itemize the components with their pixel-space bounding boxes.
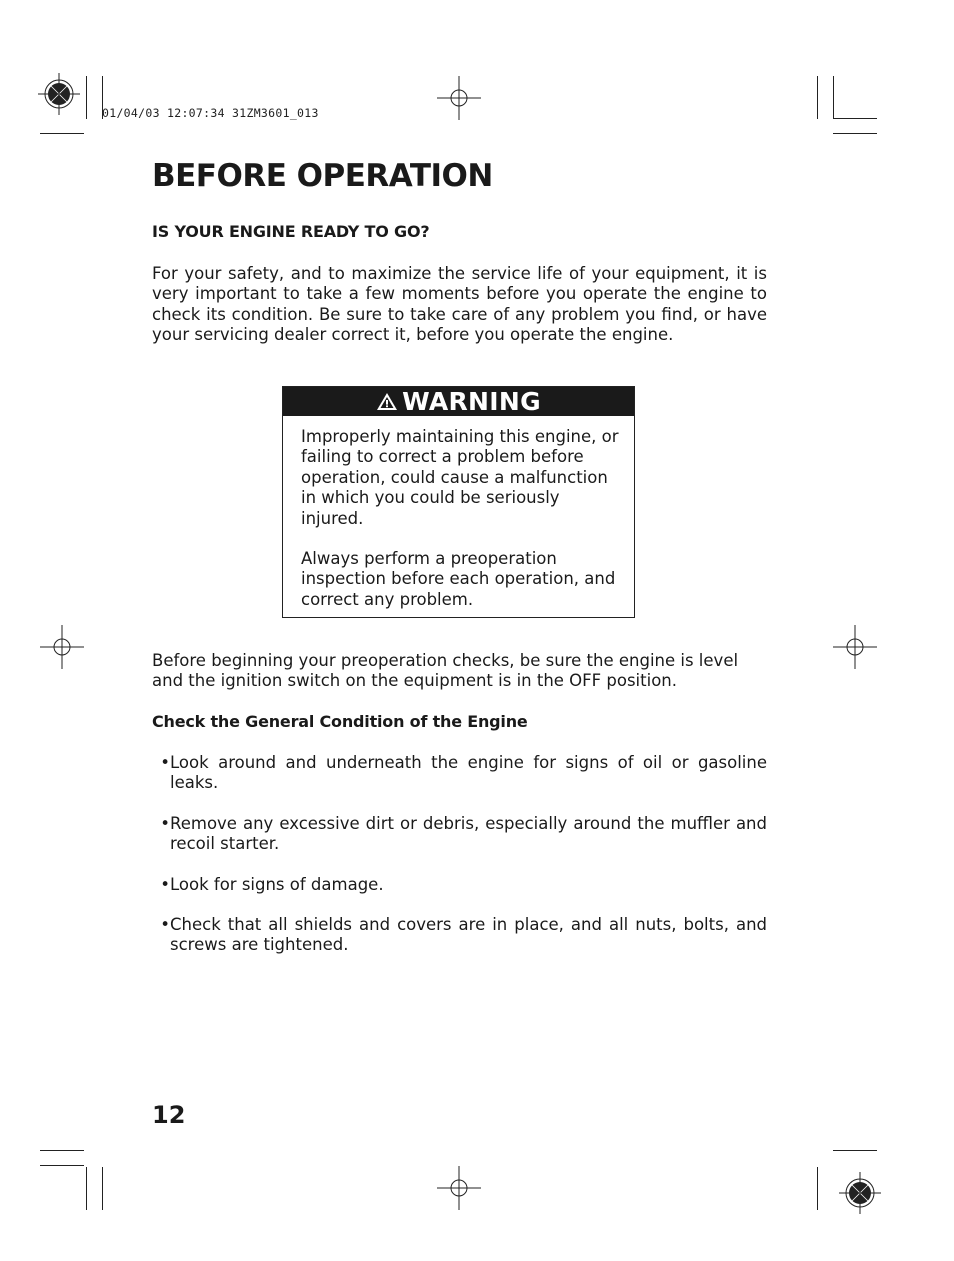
- page-title: BEFORE OPERATION: [152, 158, 493, 194]
- registration-target-icon: [837, 1170, 883, 1216]
- warning-triangle-icon: [376, 392, 398, 411]
- warning-box: [282, 386, 635, 618]
- bullet-icon: •: [160, 915, 170, 934]
- crosshair-icon: [833, 625, 877, 669]
- page-number: 12: [152, 1101, 186, 1129]
- check-heading: Check the General Condition of the Engine: [152, 712, 528, 731]
- intro-paragraph: For your safety, and to maximize the service life of your equipment, it is very important to take a few moments before you operate the engine to check its condition. Be sure to take care of any problem you find, or have your servicing dealer correct it, before you operate the engine.: [152, 264, 767, 345]
- crosshair-icon: [437, 76, 481, 120]
- registration-target-icon: [36, 71, 82, 117]
- list-item: [152, 753, 767, 794]
- level-paragraph: Before beginning your preoperation checks, be sure the engine is level and the ignition switch on the equipment is in the OFF position.: [152, 651, 739, 691]
- warning-text: Always perform a preoperation inspection before each operation, and correct any problem.: [301, 549, 616, 609]
- bullet-icon: •: [160, 875, 170, 894]
- list-item-text: Remove any excessive dirt or debris, especially around the muffler and recoil starter.: [170, 814, 767, 854]
- crosshair-icon: [40, 625, 84, 669]
- list-item-text: Check that all shields and covers are in place, and all nuts, bolts, and screws are tightened.: [170, 915, 767, 955]
- list-item: [152, 875, 767, 895]
- warning-header: [283, 387, 634, 416]
- warning-text: Improperly maintaining this engine, or failing to correct a problem before operation, could cause a malfunction in which you could be seriously injured.: [301, 427, 619, 528]
- warning-label: WARNING: [402, 387, 541, 416]
- crosshair-icon: [437, 1166, 481, 1210]
- print-stamp: 01/04/03 12:07:34 31ZM3601_013: [102, 106, 319, 120]
- section-heading: IS YOUR ENGINE READY TO GO?: [152, 222, 430, 241]
- bullet-icon: •: [160, 753, 170, 772]
- list-item: [152, 915, 767, 956]
- bullet-icon: •: [160, 814, 170, 833]
- list-item-text: Look for signs of damage.: [170, 875, 384, 894]
- list-item: [152, 814, 767, 855]
- list-item-text: Look around and underneath the engine for signs of oil or gasoline leaks.: [170, 753, 767, 793]
